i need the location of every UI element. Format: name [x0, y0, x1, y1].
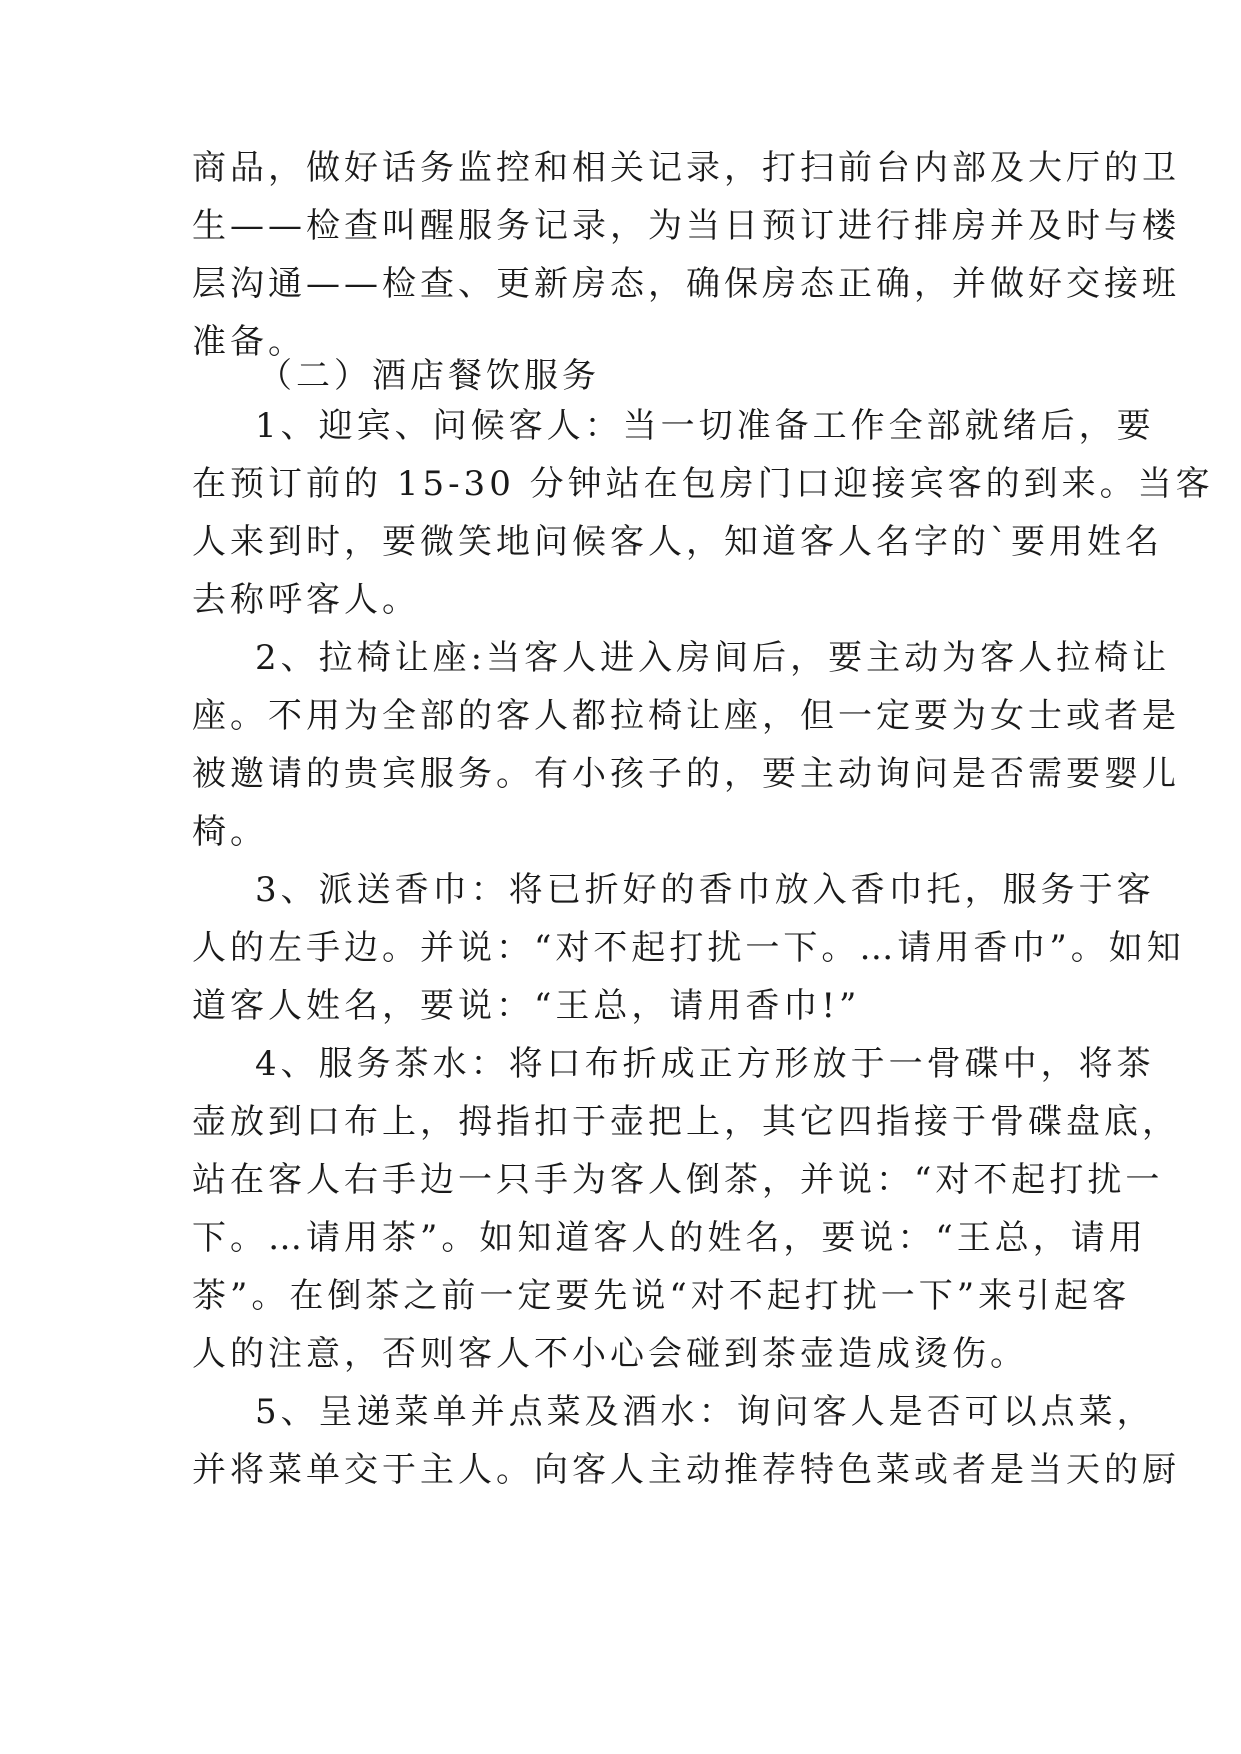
text-line: 下。…请用茶”。如知道客人的姓名，要说：“王总，请用	[192, 1218, 1147, 1258]
section-heading: （二）酒店餐饮服务	[258, 356, 600, 396]
text-line: 人来到时，要微笑地问候客人，知道客人名字的`要用姓名	[192, 522, 1163, 562]
paragraph-first-line: 4、服务茶水：将口布折成正方形放于一骨碟中，将茶	[255, 1044, 1155, 1084]
text-line: 被邀请的贵宾服务。有小孩子的，要主动询问是否需要婴儿	[192, 754, 1180, 794]
text-line: 人的左手边。并说：“对不起打扰一下。…请用香巾”。如知	[192, 928, 1185, 968]
text-line: 茶”。在倒茶之前一定要先说“对不起打扰一下”来引起客	[192, 1276, 1131, 1316]
text-line: 站在客人右手边一只手为客人倒茶，并说：“对不起打扰一	[192, 1160, 1164, 1200]
text-line: 座。不用为全部的客人都拉椅让座，但一定要为女士或者是	[192, 696, 1180, 736]
text-line: 准备。	[192, 322, 306, 362]
text-line: 在预订前的 15-30 分钟站在包房门口迎接宾客的到来。当客	[192, 464, 1214, 504]
text-line: 商品，做好话务监控和相关记录，打扫前台内部及大厅的卫	[192, 148, 1180, 188]
paragraph-first-line: 3、派送香巾：将已折好的香巾放入香巾托，服务于客	[255, 870, 1155, 910]
paragraph-first-line: 2、拉椅让座:当客人进入房间后，要主动为客人拉椅让	[255, 638, 1171, 678]
text-line: 层沟通——检查、更新房态，确保房态正确，并做好交接班	[192, 264, 1180, 304]
text-line: 人的注意，否则客人不小心会碰到茶壶造成烫伤。	[192, 1334, 1028, 1374]
text-line: 生——检查叫醒服务记录，为当日预订进行排房并及时与楼	[192, 206, 1180, 246]
text-line: 壶放到口布上，拇指扣于壶把上，其它四指接于骨碟盘底，	[192, 1102, 1180, 1142]
paragraph-first-line: 1、迎宾、问候客人：当一切准备工作全部就绪后，要	[255, 406, 1155, 446]
text-line: 去称呼客人。	[192, 580, 420, 620]
text-line: 椅。	[192, 812, 268, 852]
text-line: 并将菜单交于主人。向客人主动推荐特色菜或者是当天的厨	[192, 1450, 1180, 1490]
text-line: 道客人姓名，要说：“王总，请用香巾!”	[192, 986, 861, 1026]
paragraph-first-line: 5、呈递菜单并点菜及酒水：询问客人是否可以点菜，	[255, 1392, 1155, 1432]
